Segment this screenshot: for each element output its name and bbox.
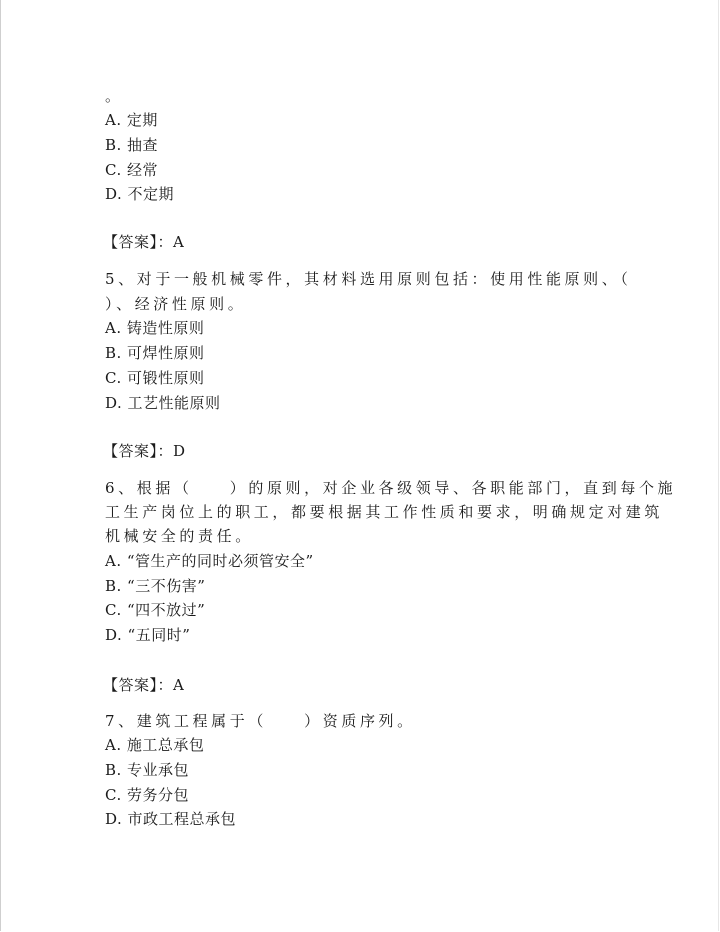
option-d: D. “五同时” — [105, 626, 191, 644]
option-d: D. 市政工程总承包 — [105, 810, 237, 828]
answer-line: 【答案】：D — [103, 442, 186, 460]
question-7-stem: 7、建筑工程属于（ ）资质序列。 — [105, 712, 416, 730]
question-5-stem: 5、对于一般机械零件，其材料选用原则包括：使用性能原则、（ — [105, 270, 632, 288]
answer-line: 【答案】：A — [103, 233, 185, 251]
option-d: D. 工艺性能原则 — [105, 394, 221, 412]
option-c: C. “四不放过” — [105, 601, 206, 619]
question-6-stem-cont2: 机械安全的责任。 — [105, 527, 254, 545]
option-b: B. 可焊性原则 — [105, 344, 205, 362]
option-b: B. 专业承包 — [105, 761, 190, 779]
option-a: A. “管生产的同时必须管安全” — [105, 552, 314, 570]
option-b: B. 抽查 — [105, 136, 159, 154]
option-c: C. 可锻性原则 — [105, 369, 205, 387]
option-a: A. 施工总承包 — [105, 736, 205, 754]
answer-line: 【答案】：A — [103, 676, 185, 694]
option-a: A. 定期 — [105, 111, 158, 129]
option-c: C. 劳务分包 — [105, 786, 189, 804]
option-a: A. 铸造性原则 — [105, 319, 205, 337]
question-5-stem-cont: ）、经济性原则。 — [105, 295, 247, 313]
option-d: D. 不定期 — [105, 185, 175, 203]
question-6-stem-cont: 工生产岗位上的职工，都要根据其工作性质和要求，明确规定对建筑 — [105, 503, 664, 521]
previous-question-tail: 。 — [105, 87, 121, 105]
option-b: B. “三不伤害” — [105, 577, 206, 595]
question-6-stem: 6、根据（ ）的原则，对企业各级领导、各职能部门，直到每个施 — [105, 479, 677, 497]
option-c: C. 经常 — [105, 161, 158, 179]
